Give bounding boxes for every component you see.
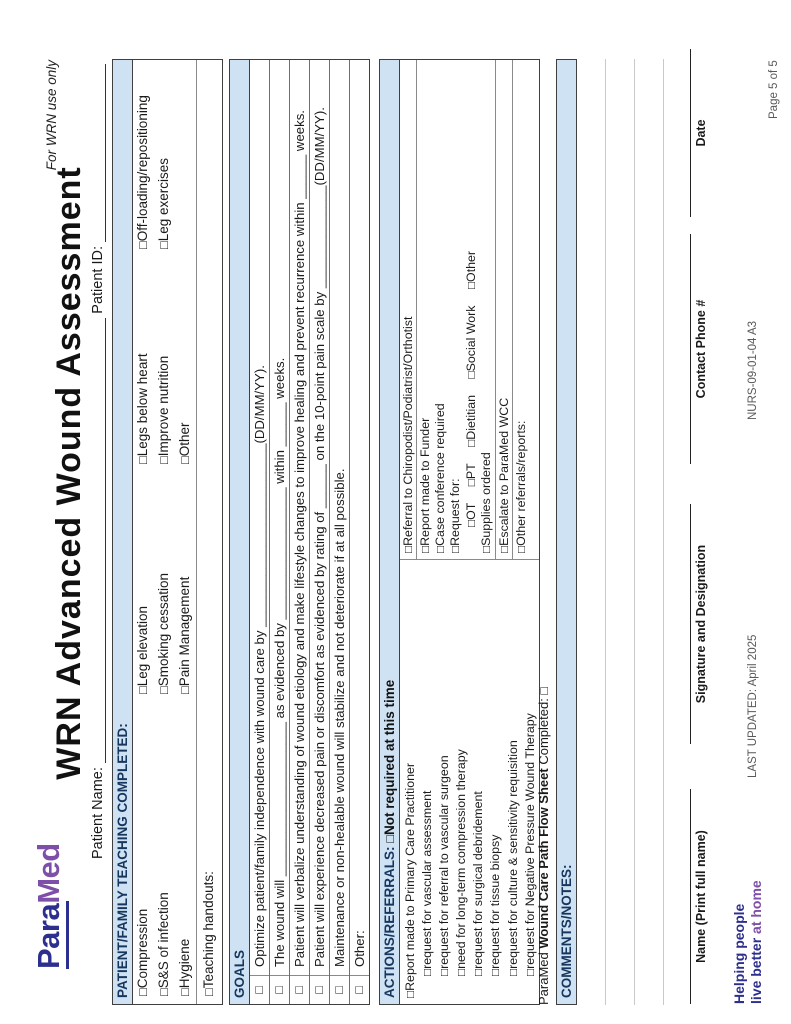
option-label: request for vascular assessment [420, 790, 435, 969]
request-for-options [464, 64, 479, 553]
action-option [464, 306, 478, 379]
goal-row [309, 60, 329, 1004]
checkbox-icon[interactable]: □ [498, 545, 512, 553]
teaching-option [156, 573, 171, 694]
option-label: request for tissue biopsy [488, 834, 503, 969]
action-option [433, 64, 448, 553]
option-label: Teaching handouts: [201, 871, 216, 989]
checkbox-icon[interactable]: □ [290, 975, 309, 1004]
teaching-option [135, 95, 150, 249]
checkbox-icon[interactable]: □ [156, 456, 171, 464]
referral-row-group [417, 60, 496, 559]
signature-phone-block[interactable] [690, 234, 708, 464]
teaching-row [154, 60, 175, 1004]
checkbox-icon[interactable]: □ [421, 968, 435, 976]
actions-header-label: ACTIONS/REFERRALS: [382, 846, 397, 998]
teaching-option [156, 892, 171, 996]
checkbox-icon[interactable]: □ [537, 687, 551, 695]
option-label: Off-loading/repositioning [135, 95, 150, 242]
tagline-line2-purple: at home [748, 880, 764, 934]
flowsheet-line [536, 687, 551, 1005]
escalate-row [496, 60, 513, 559]
document-code: NURS-09-01-04 A3 [747, 320, 759, 420]
teaching-option [135, 909, 150, 996]
checkbox-icon[interactable]: □ [135, 988, 150, 996]
flowsheet-suffix: Completed: [536, 694, 551, 769]
teaching-handouts [201, 871, 216, 996]
comments-line[interactable] [606, 59, 635, 1005]
patient-name-label: Patient Name: [90, 767, 106, 859]
action-option [470, 560, 487, 998]
checkbox-icon[interactable]: □ [156, 241, 171, 249]
option-label: Legs below heart [135, 353, 150, 457]
checkbox-icon[interactable]: □ [201, 988, 216, 996]
signature-designation-block[interactable] [690, 504, 708, 744]
patient-id-label: Patient ID: [90, 246, 106, 314]
page-number: Page 5 of 5 [768, 60, 780, 119]
teaching-section [112, 59, 223, 1005]
other-referrals-row [513, 60, 529, 559]
teaching-header: PATIENT/FAMILY TEACHING COMPLETED: [112, 59, 133, 1005]
checkbox-icon[interactable]: □ [438, 968, 452, 976]
option-label: Other [177, 422, 192, 457]
comments-line[interactable] [577, 59, 606, 1005]
option-label: Other referrals/reports: [514, 420, 529, 546]
last-updated-label: LAST UPDATED: April 2025 [747, 634, 759, 778]
goal-text: Maintenance or non-healable wound will stabilize and not deteriorate if at all possible. [332, 468, 347, 967]
action-option [487, 560, 504, 998]
paramed-wordmark [33, 843, 64, 969]
checkbox-icon[interactable]: □ [270, 975, 289, 1004]
option-label: Improve nutrition [156, 355, 171, 457]
signature-date-label: Date [694, 119, 708, 147]
checkbox-icon[interactable]: □ [402, 545, 415, 553]
tagline-line1: Helping people [731, 903, 747, 1004]
checkbox-icon[interactable]: □ [472, 968, 486, 976]
action-option [418, 64, 433, 553]
goals-header: GOALS [229, 59, 250, 1005]
action-option [448, 64, 463, 553]
checkbox-icon[interactable]: □ [330, 975, 349, 1004]
checkbox-icon[interactable]: □ [310, 975, 329, 1004]
option-label: Social Work [463, 305, 478, 372]
action-option [464, 251, 478, 289]
option-label: request for referral to vascular surgeon [437, 755, 452, 969]
option-label: request for Negative Pressure Wound Therapy [522, 713, 537, 969]
teaching-option [177, 422, 192, 464]
brand-para-text: Para [31, 903, 66, 969]
wrn-use-only-note: For WRN use only [44, 60, 59, 171]
brand-tagline [731, 880, 765, 1004]
checkbox-icon[interactable]: □ [177, 988, 192, 996]
checkbox-icon[interactable]: □ [177, 456, 192, 464]
option-label: Smoking cessation [156, 572, 171, 687]
actions-body [400, 59, 540, 1005]
goal-row [329, 60, 349, 1004]
checkbox-icon[interactable]: □ [135, 241, 150, 249]
signature-date-block[interactable] [690, 49, 708, 217]
action-option [464, 463, 478, 486]
actions-header [379, 59, 400, 1005]
checkbox-icon[interactable]: □ [515, 545, 529, 553]
option-label: Pain Management [177, 576, 192, 687]
checkbox-icon[interactable]: □ [250, 975, 269, 1004]
teaching-option [135, 606, 150, 694]
checkbox-icon[interactable]: □ [135, 456, 150, 464]
option-label: S&S of infection [156, 892, 171, 989]
teaching-option [177, 939, 192, 996]
checkbox-icon[interactable]: □ [449, 545, 463, 553]
checkbox-icon[interactable]: □ [404, 990, 417, 998]
option-label: Compression [135, 908, 150, 989]
checkbox-icon[interactable]: □ [177, 686, 192, 694]
tagline-line2 [748, 880, 765, 1004]
teaching-body [133, 59, 223, 1005]
tagline-line2-navy: live better [748, 933, 764, 1004]
teaching-handouts-row [196, 60, 222, 1004]
action-option [402, 560, 419, 998]
paramed-logo [33, 843, 69, 969]
option-label: request for culture & sensitivity requisition [505, 740, 520, 969]
signature-name-block[interactable] [690, 789, 708, 1004]
checkbox-icon[interactable]: □ [156, 988, 171, 996]
goal-text: The wound will _____________________ as evidenced by __________________ within ______ weeks. [272, 357, 287, 967]
teaching-row [175, 60, 196, 1004]
goal-text: Patient will verbalize understanding of wound etiology and make lifestyle changes to improve healing and prevent recurrence within ______ weeks. [292, 110, 307, 967]
checkbox-icon[interactable]: □ [464, 281, 478, 290]
goal-text: Patient will experience decreased pain or discomfort as evidenced by rating of ______ on the 10-point pain scale by ______________(DD/MM/YY). [312, 107, 327, 967]
goal-row [289, 60, 309, 1004]
comments-header: COMMENTS/NOTES: [556, 59, 577, 1005]
checkbox-icon[interactable]: □ [156, 686, 171, 694]
option-label: Hygiene [177, 938, 192, 989]
signature-phone-label: Contact Phone # [694, 299, 708, 399]
signature-designation-label: Signature and Designation [694, 544, 708, 704]
checkbox-icon[interactable]: □ [523, 968, 537, 976]
option-label: need for long-term compression therapy [454, 749, 469, 969]
goals-section [229, 59, 370, 1005]
teaching-option [156, 158, 171, 249]
option-label: Leg exercises [156, 157, 171, 242]
checkbox-icon[interactable]: □ [464, 439, 478, 447]
patient-name-field[interactable] [90, 318, 106, 763]
brand-med-text: Med [31, 843, 66, 904]
actions-left-column [400, 560, 539, 1004]
option-label: Report made to Funder [418, 417, 432, 546]
action-option [479, 64, 494, 553]
option-label: PT [463, 463, 478, 480]
action-option [464, 395, 478, 447]
teaching-option [156, 356, 171, 464]
checkbox-icon[interactable]: □ [464, 519, 478, 527]
checkbox-icon[interactable]: □ [506, 968, 520, 976]
goals-body [250, 59, 370, 1005]
flowsheet-prefix: ParaMed [536, 948, 551, 1005]
option-label: Report made to Primary Care Practitioner [403, 762, 417, 991]
checkbox-icon[interactable]: □ [464, 371, 478, 379]
checkbox-icon[interactable]: □ [382, 834, 397, 843]
teaching-option [177, 577, 192, 694]
checkbox-icon[interactable]: □ [434, 545, 448, 553]
option-label: request for surgical debridement [471, 791, 486, 969]
option-label: Leg elevation [135, 605, 150, 687]
actions-section [379, 59, 540, 1005]
goal-row [349, 60, 369, 1004]
option-label: Escalate to ParaMed WCC [497, 397, 512, 546]
action-option [453, 560, 470, 998]
patient-row [90, 60, 106, 859]
option-label: Dietitian [463, 394, 478, 440]
option-label: Request for: [448, 478, 463, 546]
goal-row [269, 60, 289, 1004]
checkbox-icon[interactable]: □ [135, 686, 150, 694]
action-option [419, 560, 436, 998]
option-label: Other [463, 250, 478, 282]
teaching-option [135, 353, 150, 464]
comments-section [556, 59, 664, 1005]
checkbox-icon[interactable]: □ [350, 975, 369, 1004]
option-label: Supplies ordered [478, 452, 493, 546]
goal-text: Optimize patient/family independence with wound care by _________________________(DD/MM/YY). [252, 365, 267, 967]
flowsheet-title: Wound Care Path Flow Sheet [536, 768, 551, 949]
action-option [464, 503, 478, 527]
checkbox-icon[interactable]: □ [419, 545, 432, 553]
checkbox-icon[interactable]: □ [479, 545, 493, 553]
option-label: OT [463, 502, 478, 520]
comments-line[interactable] [635, 59, 664, 1005]
goal-row [250, 60, 269, 1004]
page-title: WRN Advanced Wound Assessment [50, 166, 88, 780]
option-label: Case conference required [433, 403, 448, 546]
action-option [436, 560, 453, 998]
checkbox-icon[interactable]: □ [455, 968, 469, 976]
logo-underline [66, 901, 69, 969]
option-label: Referral to Chiropodist/Podiatrist/Orthotist [401, 316, 415, 546]
not-required-label: Not required at this time [382, 679, 397, 835]
teaching-row [133, 60, 154, 1004]
goal-text: Other: [352, 930, 367, 967]
action-option [505, 560, 522, 998]
signature-name-label: Name (Print full name) [694, 830, 708, 963]
actions-right-column [400, 60, 539, 560]
checkbox-icon[interactable]: □ [464, 479, 478, 487]
referral-row [400, 60, 417, 559]
checkbox-icon[interactable]: □ [489, 968, 503, 976]
patient-id-field[interactable] [90, 64, 106, 242]
